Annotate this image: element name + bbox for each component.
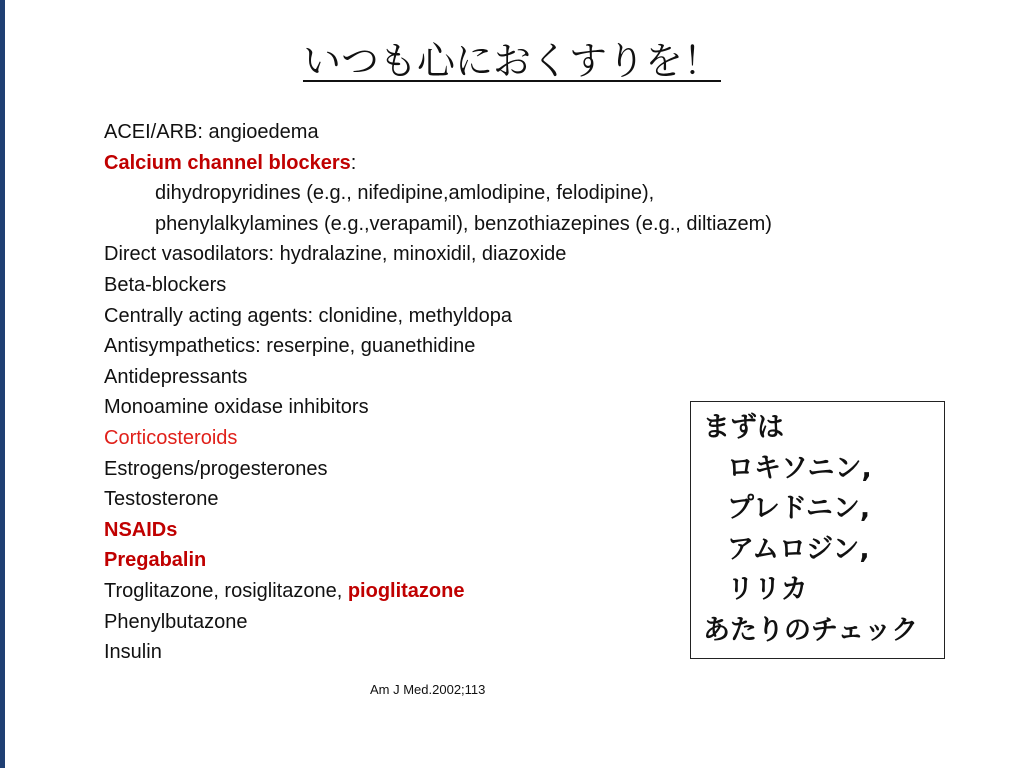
slide-title-text: いつも心におくすりを！	[302, 39, 721, 83]
list-item-phenylbutazone: Phenylbutazone	[104, 610, 248, 633]
calcium-channel-blockers-label: Calcium channel blockers	[104, 151, 351, 174]
list-item-calcium-channel-blockers	[104, 148, 772, 179]
callout-line-5: リリカ	[727, 574, 808, 605]
list-item-beta-blockers: Beta-blockers	[104, 273, 227, 296]
slide-left-border	[0, 0, 5, 768]
list-item-dihydropyridines: dihydropyridines (e.g., nifedipine,amlodipine, felodipine),	[155, 182, 655, 205]
list-item-corticosteroids: Corticosteroids	[104, 426, 238, 449]
glitazones-prefix: Troglitazone, rosiglitazone,	[104, 579, 348, 602]
pioglitazone-highlight: pioglitazone	[347, 579, 465, 602]
list-item-direct-vasodilators: Direct vasodilators: hydralazine, minoxidil, diazoxide	[104, 243, 567, 266]
check-callout-box	[690, 401, 945, 659]
slide-title	[0, 35, 1024, 87]
list-item-insulin: Insulin	[104, 641, 162, 664]
calcium-channel-blockers-colon: :	[350, 151, 357, 174]
list-item-nsaids: NSAIDs	[104, 518, 178, 541]
callout-line-6: あたりのチェック	[703, 614, 919, 646]
list-item-antidepressants: Antidepressants	[104, 365, 248, 388]
list-item-phenylalkylamines: phenylalkylamines (e.g.,verapamil), benzothiazepines (e.g., diltiazem)	[155, 212, 772, 235]
list-item-mao-inhibitors: Monoamine oxidase inhibitors	[104, 396, 369, 419]
callout-line-3: プレドニン,	[727, 493, 871, 524]
list-item-centrally-acting-agents: Centrally acting agents: clonidine, methyldopa	[104, 304, 513, 327]
list-item-acei-arb: ACEI/ARB: angioedema	[104, 121, 319, 143]
callout-line-1: まずは	[703, 412, 784, 443]
list-item-pregabalin: Pregabalin	[104, 549, 207, 572]
list-item-estrogens: Estrogens/progesterones	[104, 457, 328, 480]
list-item-testosterone: Testosterone	[104, 488, 219, 511]
list-item-glitazones	[104, 576, 772, 607]
drug-list	[104, 117, 772, 668]
list-item-antisympathetics: Antisympathetics: reserpine, guanethidine	[104, 335, 476, 358]
callout-line-2: ロキソニン,	[727, 452, 872, 484]
reference-citation: Am J Med.2002;113	[370, 682, 486, 697]
callout-line-4: アムロジン,	[727, 533, 870, 565]
